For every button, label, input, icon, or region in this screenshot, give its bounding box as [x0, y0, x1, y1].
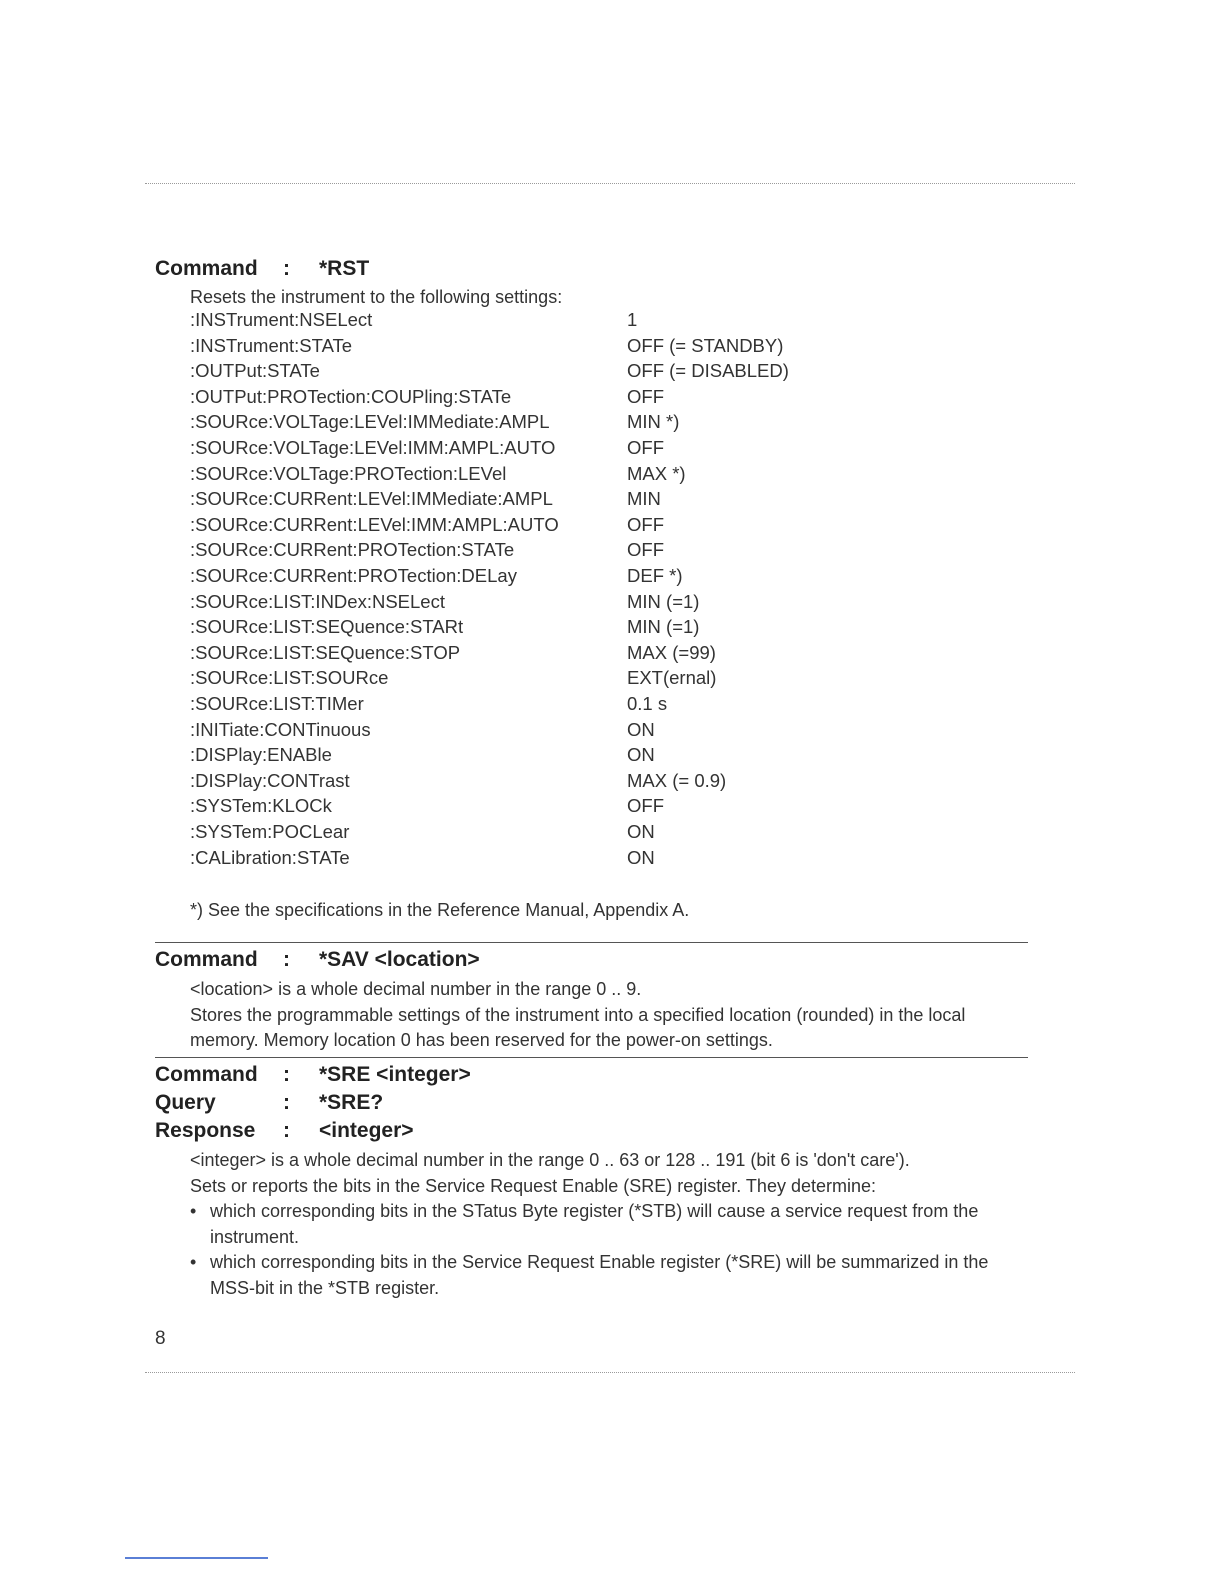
sav-line: <location> is a whole decimal number in the range 0 .. 9.: [190, 979, 642, 999]
setting-row: [190, 616, 700, 638]
setting-value: MAX (=99): [627, 641, 716, 663]
setting-command: :SOURce:LIST:INDex:NSELect: [190, 590, 445, 612]
setting-command: :CALibration:STATe: [190, 846, 350, 868]
setting-row: [190, 641, 716, 664]
setting-row: [190, 411, 680, 433]
sre-query: [155, 1091, 383, 1115]
setting-row: [190, 565, 683, 587]
setting-row: [190, 795, 664, 817]
response-value: <integer>: [319, 1119, 414, 1142]
bullet-item: • which corresponding bits in the STatus Byte register (*STB) will cause a service request from the instrument.: [190, 1199, 1030, 1250]
separator: :: [283, 1063, 290, 1086]
setting-row: [190, 437, 664, 459]
setting-command: :SOURce:LIST:TIMer: [190, 693, 364, 714]
sav-desc: [190, 977, 1030, 1054]
command-label: Command: [155, 257, 258, 280]
setting-value: OFF: [627, 513, 664, 535]
setting-value: DEF *): [627, 565, 683, 586]
setting-value: 1: [627, 309, 638, 330]
query-name: *SRE?: [319, 1091, 384, 1114]
rst-heading: [155, 257, 369, 281]
setting-command: :SOURce:CURRent:PROTection:DELay: [190, 565, 517, 586]
setting-row: [190, 846, 655, 869]
setting-command: :SOURce:CURRent:LEVel:IMMediate:AMPL: [190, 488, 553, 510]
setting-command: :SYSTem:POCLear: [190, 821, 350, 842]
setting-value: ON: [627, 718, 655, 740]
separator: :: [283, 1119, 290, 1142]
setting-command: :SOURce:CURRent:LEVel:IMM:AMPL:AUTO: [190, 513, 559, 535]
setting-row: [190, 821, 655, 843]
setting-row: [190, 488, 661, 510]
setting-command: :DISPlay:ENABle: [190, 744, 332, 766]
setting-row: [190, 385, 664, 408]
setting-row: [190, 539, 664, 561]
sre-heading: [155, 1063, 471, 1087]
setting-value: OFF: [627, 437, 664, 458]
setting-row: [190, 718, 655, 741]
bottom-dotted-rule: [145, 1372, 1075, 1373]
setting-value: ON: [627, 744, 655, 766]
setting-value: EXT(ernal): [627, 667, 717, 689]
setting-row: [190, 360, 789, 382]
response-label: Response: [155, 1119, 256, 1142]
setting-value: 0.1 s: [627, 693, 668, 714]
setting-row: [190, 462, 686, 485]
setting-command: :SOURce:VOLTage:LEVel:IMM:AMPL:AUTO: [190, 437, 556, 458]
separator: :: [283, 257, 290, 280]
rst-footnote: *) See the specifications in the Reference Manual, Appendix A.: [190, 900, 690, 920]
setting-command: :INITiate:CONTinuous: [190, 718, 371, 740]
setting-value: ON: [627, 846, 655, 868]
setting-value: ON: [627, 821, 655, 842]
command-label: Command: [155, 948, 258, 971]
command-label: Command: [155, 1063, 258, 1086]
setting-command: :SOURce:VOLTage:LEVel:IMMediate:AMPL: [190, 411, 550, 433]
setting-command: :INSTrument:STATe: [190, 334, 353, 356]
setting-value: MIN (=1): [627, 616, 700, 638]
bullet-item: • which corresponding bits in the Service Request Enable register (*SRE) will be summarized in the MSS-bit in the *STB register.: [190, 1250, 1030, 1301]
sre-line: <integer> is a whole decimal number in the range 0 .. 63 or 128 .. 191 (bit 6 is 'don't care').: [190, 1150, 910, 1170]
setting-value: MIN: [627, 488, 661, 510]
setting-command: :OUTPut:PROTection:COUPling:STATe: [190, 385, 512, 407]
separator: :: [283, 948, 290, 971]
setting-value: OFF: [627, 539, 664, 561]
command-name: *RST: [319, 257, 370, 280]
setting-command: :OUTPut:STATe: [190, 360, 320, 382]
setting-row: [190, 309, 638, 331]
page-number: 8: [155, 1328, 166, 1349]
query-label: Query: [155, 1091, 216, 1114]
sav-line: Stores the programmable settings of the instrument into a specified location (rounded) in the local memory. Memory location 0 has been reserved for the power-on settings.: [190, 1004, 966, 1050]
setting-command: :SOURce:VOLTage:PROTection:LEVel: [190, 462, 507, 484]
setting-value: MIN (=1): [627, 590, 700, 612]
setting-value: OFF (= DISABLED): [627, 360, 789, 382]
setting-command: :SOURce:LIST:SEQuence:STARt: [190, 616, 464, 638]
setting-row: [190, 693, 668, 715]
setting-command: :DISPlay:CONTrast: [190, 769, 350, 791]
setting-command: :SOURce:LIST:SOURce: [190, 667, 389, 689]
command-name: *SRE <integer>: [319, 1063, 471, 1086]
setting-row: [190, 590, 700, 613]
setting-row: [190, 769, 727, 792]
setting-value: MAX (= 0.9): [627, 769, 727, 791]
blue-edge-line: [125, 1557, 268, 1559]
divider: [155, 942, 1028, 943]
setting-row: [190, 513, 664, 536]
sre-response: [155, 1119, 414, 1143]
sre-line: Sets or reports the bits in the Service Request Enable (SRE) register. They determine:: [190, 1175, 876, 1196]
separator: :: [283, 1091, 290, 1114]
setting-command: :INSTrument:NSELect: [190, 309, 373, 330]
setting-value: MAX *): [627, 462, 686, 484]
setting-value: MIN *): [627, 411, 680, 433]
setting-value: OFF: [627, 385, 664, 407]
setting-row: [190, 667, 717, 689]
setting-value: OFF: [627, 795, 664, 817]
command-name: *SAV <location>: [319, 948, 480, 971]
setting-command: :SOURce:CURRent:PROTection:STATe: [190, 539, 515, 561]
sav-heading: [155, 948, 480, 972]
setting-command: :SOURce:LIST:SEQuence:STOP: [190, 641, 461, 663]
sre-desc: [190, 1148, 1030, 1199]
top-dotted-rule: [145, 183, 1075, 184]
setting-row: [190, 334, 784, 357]
rst-intro: Resets the instrument to the following settings:: [190, 287, 563, 307]
divider: [155, 1057, 1028, 1058]
setting-command: :SYSTem:KLOCk: [190, 795, 332, 817]
setting-value: OFF (= STANDBY): [627, 334, 784, 356]
setting-row: [190, 744, 655, 766]
